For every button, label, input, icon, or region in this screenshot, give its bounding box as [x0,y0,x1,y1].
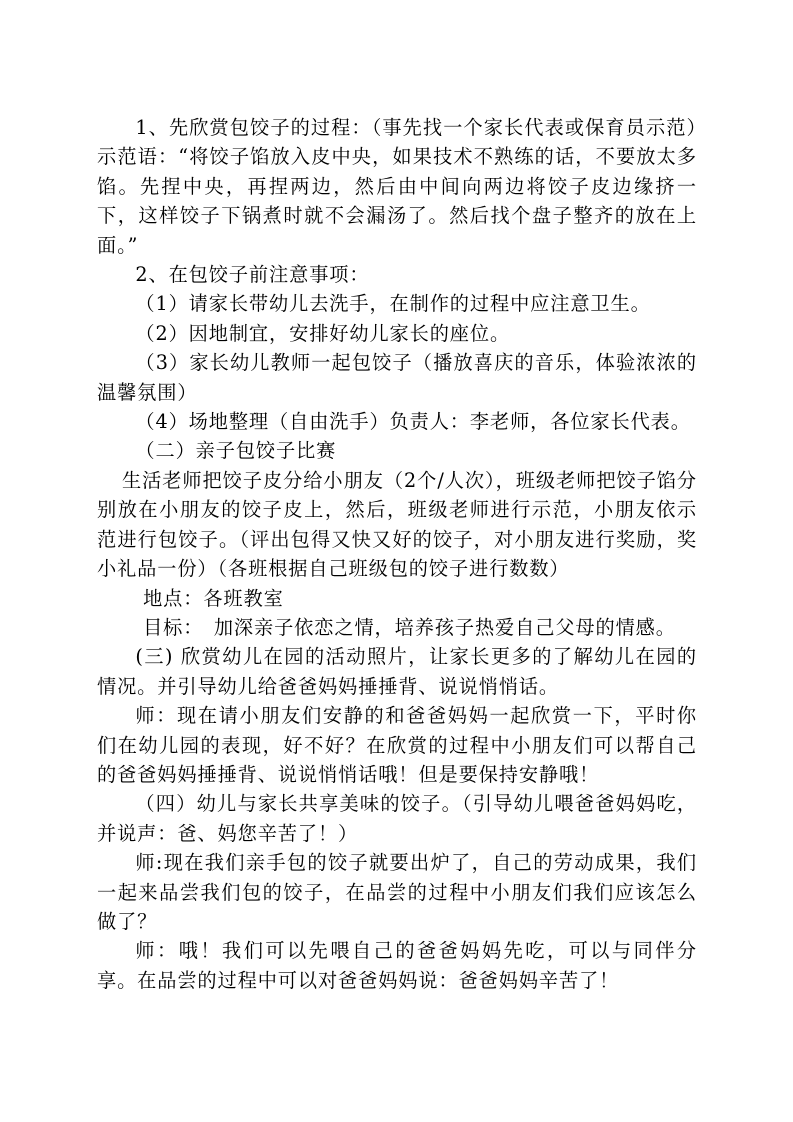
paragraph-teacher-feed: 师：哦！我们可以先喂自己的爸爸妈妈先吃，可以与同伴分享。在品尝的过程中可以对爸爸妈妈说：爸爸妈妈辛苦了！ [97,939,697,992]
section-heading-competition: （二）亲子包饺子比赛 [135,439,337,463]
paragraph-precaution-2: （2）因地制宜，安排好幼儿家长的座位。 [135,321,511,345]
paragraph-precautions-heading: 2、在包饺子前注意事项： [135,263,370,287]
paragraph-precaution-4: （4）场地整理（自由洗手）负责人：李老师，各位家长代表。 [135,410,691,434]
paragraph-teacher-photos: 师：现在请小朋友们安静的和爸爸妈妈一起欣赏一下，平时你们在幼儿园的表现，好不好？在欣赏的过程中小朋友们可以帮自己的爸爸妈妈捶捶背、说说悄悄话哦！但是要保持安静哦！ [97,704,697,786]
document-body [97,113,697,995]
paragraph-appreciate-process: 1、先欣赏包饺子的过程：（事先找一个家长代表或保育员示范）示范语：“将饺子馅放入皮中央，如果技术不熟练的话，不要放太多馅。先捏中央，再捏两边，然后由中间向两边将饺子皮边缘挤一下，这样饺子下锅煮时就不会漏汤了。然后找个盘子整齐的放在上面。” [97,116,697,257]
paragraph-precaution-1: （1）请家长带幼儿去洗手，在制作的过程中应注意卫生。 [135,292,651,316]
paragraph-competition-details: 生活老师把饺子皮分给小朋友（2个/人次），班级老师把饺子馅分别放在小朋友的饺子皮上，然后，班级老师进行示范，小朋友依示范进行包饺子。（评出包得又快又好的饺子，对小朋友进行奖励，奖小礼品一份）（各班根据自己班级包的饺子进行数数） [97,468,697,581]
paragraph-teacher-taste: 师:现在我们亲手包的饺子就要出炉了，自己的劳动成果，我们一起来品尝我们包的饺子，在品尝的过程中小朋友们我们应该怎么做了？ [97,851,697,933]
paragraph-photos-section: (三) 欣赏幼儿在园的活动照片，让家长更多的了解幼儿在园的情况。并引导幼儿给爸爸妈妈捶捶背、说说悄悄话。 [97,645,697,698]
paragraph-goal: 目标： 加深亲子依恋之情，培养孩子热爱自己父母的情感。 [143,615,676,639]
paragraph-location: 地点：各班教室 [143,586,284,610]
paragraph-share-dumplings: （四）幼儿与家长共享美味的饺子。（引导幼儿喂爸爸妈妈吃，并说声：爸、妈您辛苦了！） [97,792,697,845]
paragraph-precaution-3: （3）家长幼儿教师一起包饺子（播放喜庆的音乐，体验浓浓的温馨氛围） [97,351,697,404]
